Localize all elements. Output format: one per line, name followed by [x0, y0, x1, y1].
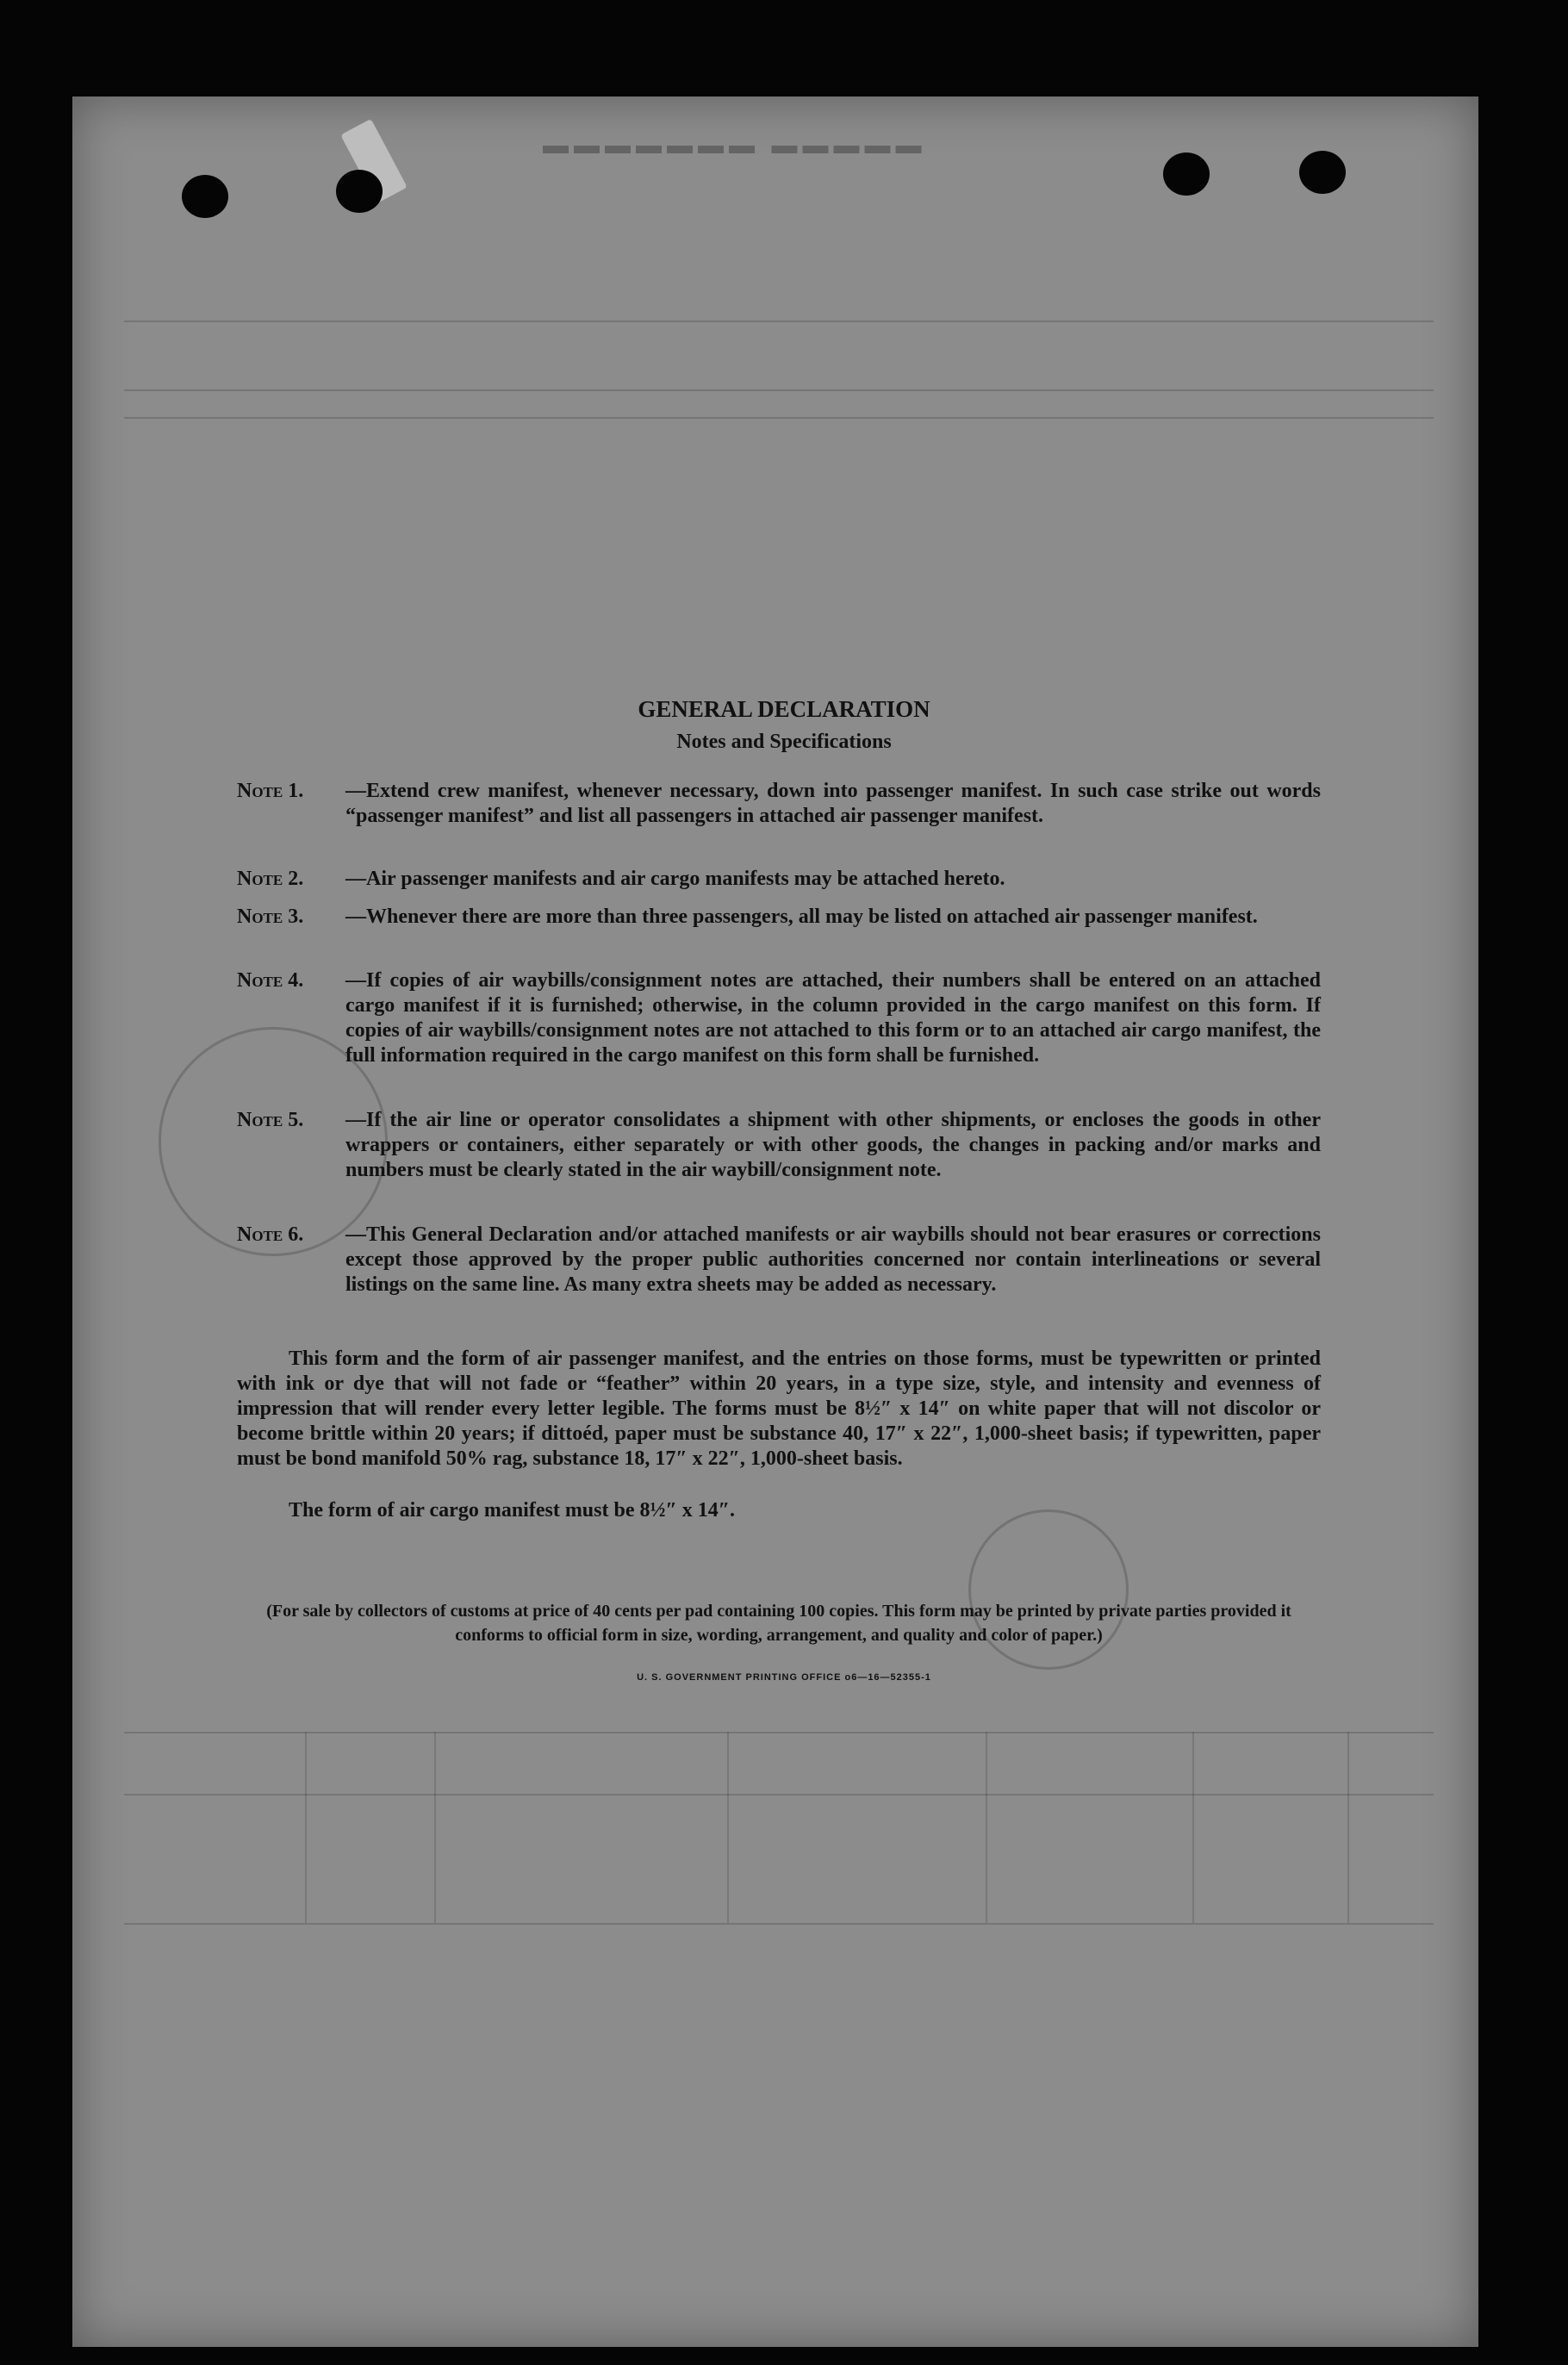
note-6: [237, 1223, 1321, 1298]
bleed-line: [124, 417, 1434, 419]
bleed-line: [124, 321, 1434, 322]
note-5: [237, 1108, 1321, 1183]
note-label: Note 4.: [237, 969, 304, 992]
bleed-line: [124, 389, 1434, 391]
note-label: Note 1.: [237, 780, 304, 802]
note-text: —Whenever there are more than three passengers, all may be listed on attached air passenger manifest.: [345, 906, 1258, 928]
note-text: —Extend crew manifest, whenever necessary, down into passenger manifest. In such case strike out words “passenger manifest” and list all passengers in attached air passenger manifest.: [345, 780, 1321, 827]
bleed-line: [124, 1794, 1434, 1796]
bleed-line: [305, 1732, 307, 1923]
note-text: —If the air line or operator consolidates a shipment with other shipments, or encloses the goods in other wrappers or containers, either separately or with other goods, the changes in packing and/or marks and numbers must be clearly stated in the air waybill/consignment note.: [345, 1109, 1321, 1181]
bleed-line: [1347, 1732, 1349, 1923]
bleed-line: [986, 1732, 987, 1923]
note-label: Note 3.: [237, 906, 304, 928]
bleed-line: [124, 1923, 1434, 1925]
punch-hole-center: [336, 170, 383, 213]
note-label: Note 5.: [237, 1109, 304, 1131]
note-label: Note 6.: [237, 1223, 304, 1246]
note-text: —Air passenger manifests and air cargo manifests may be attached hereto.: [345, 868, 1005, 890]
cargo-manifest-size: The form of air cargo manifest must be 8½″ x 14″.: [289, 1499, 735, 1522]
bleed-line: [1192, 1732, 1194, 1923]
sale-notice: (For sale by collectors of customs at price of 40 cents per pad containing 100 copies. This form may be printed by private parties provided it conforms to official form in size, wording, arrangement, and quality and color of paper.): [266, 1602, 1291, 1645]
bleed-line: [434, 1732, 436, 1923]
document-sheet: [72, 96, 1478, 2347]
punch-hole-right-1: [1163, 152, 1210, 196]
note-text: —This General Declaration and/or attached manifests or air waybills should not bear erasures or corrections except those approved by the proper public authorities concerned nor contain interlineations or several listings on the same line. As many extra sheets may be added as necessary.: [345, 1223, 1321, 1296]
specification-text: This form and the form of air passenger manifest, and the entries on those forms, must be typewritten or printed with ink or dye that will not fade or “feather” within 20 years, in a type size, style, and intensity and evenness of impression that will render every letter legible. The forms must be 8½″ x 14″ on white paper that will not discolor or become brittle within 20 years; if dittoéd, paper must be substance 40, 17″ x 22″, 1,000-sheet basis; if typewritten, paper must be bond manifold 50% rag, substance 18, 17″ x 22″, 1,000-sheet basis.: [237, 1347, 1321, 1470]
note-text: —If copies of air waybills/consignment notes are attached, their numbers shall be entered on an attached cargo manifest if it is furnished; otherwise, in the column provided in the cargo manifest on this form. If copies of air waybills/consignment notes are not attached to this form or to an attached air cargo manifest, the full information required in the cargo manifest on this form shall be furnished.: [345, 969, 1321, 1067]
note-1: [237, 779, 1321, 829]
note-3: [237, 905, 1321, 930]
specification-paragraph: [237, 1347, 1321, 1472]
note-2: [237, 867, 1321, 892]
punch-hole-right-2: [1299, 151, 1346, 194]
printing-office-line: U. S. GOVERNMENT PRINTING OFFICE o6—16—52355-1: [637, 1672, 931, 1683]
bleed-line: [727, 1732, 729, 1923]
note-label: Note 2.: [237, 868, 304, 890]
bleed-line: [124, 1732, 1434, 1733]
page-title: GENERAL DECLARATION: [638, 696, 930, 722]
bleed-through-title: ▬▬▬▬▬ ▬▬▬▬▬▬▬: [538, 131, 922, 159]
punch-hole-left: [182, 175, 228, 218]
note-4: [237, 968, 1321, 1068]
page-subtitle: Notes and Specifications: [676, 731, 892, 753]
